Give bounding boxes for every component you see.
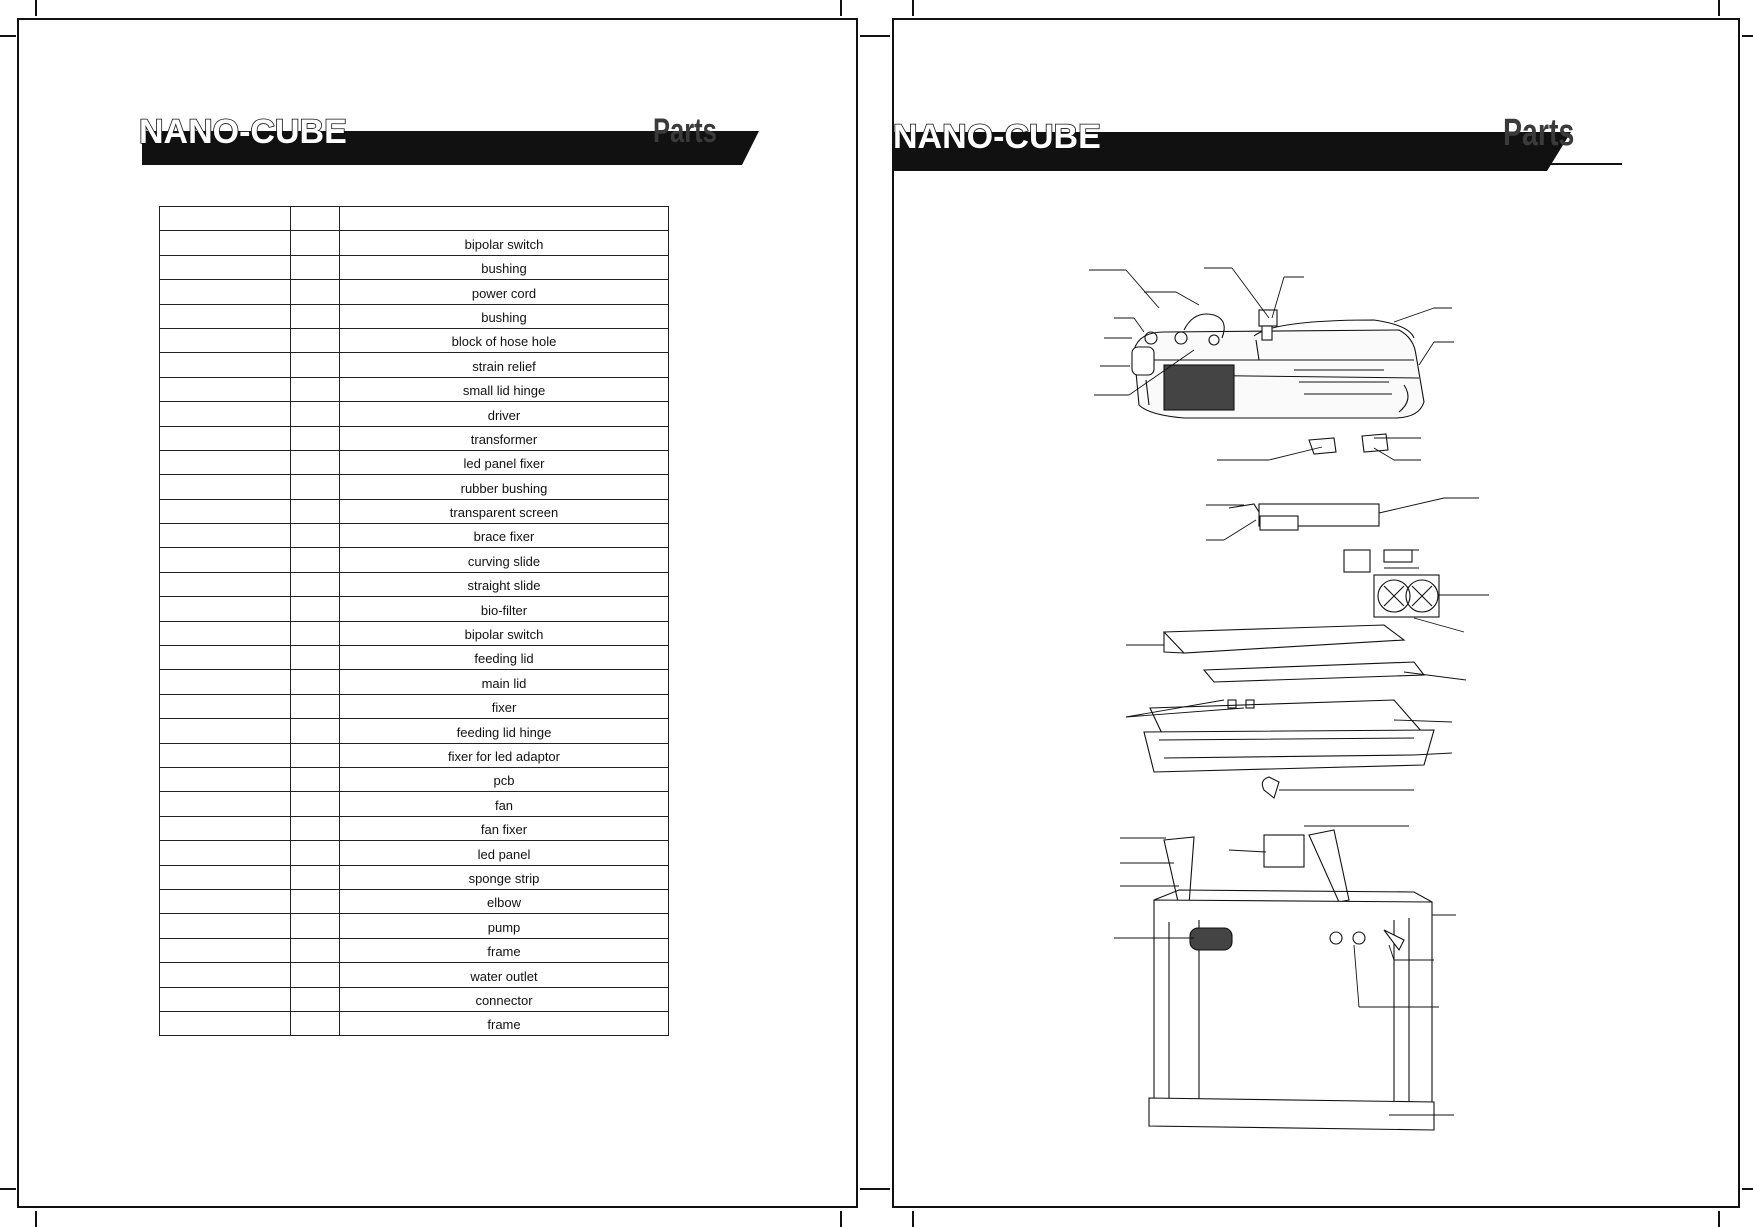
parts-qty-cell [291, 280, 340, 304]
parts-qty-cell [291, 670, 340, 694]
parts-number-cell [160, 524, 291, 548]
parts-name-cell: curving slide [340, 548, 669, 572]
crop-mark [840, 1211, 842, 1227]
brand-logo: NANO-CUBE [139, 113, 347, 151]
crop-mark [860, 35, 890, 37]
parts-number-cell [160, 816, 291, 840]
section-title: Parts [1503, 112, 1575, 154]
parts-name-cell: transparent screen [340, 499, 669, 523]
parts-name-cell: led panel [340, 841, 669, 865]
parts-qty-cell [291, 402, 340, 426]
parts-name-cell: straight slide [340, 572, 669, 596]
parts-number-cell [160, 328, 291, 352]
parts-qty-cell [291, 1011, 340, 1035]
parts-table-row [160, 889, 669, 913]
lid-assembly-drawing [1132, 310, 1424, 418]
parts-table-row [160, 719, 669, 743]
parts-qty-cell [291, 865, 340, 889]
parts-qty-cell [291, 524, 340, 548]
parts-name-cell: feeding lid hinge [340, 719, 669, 743]
parts-qty-cell [291, 914, 340, 938]
parts-name-cell: elbow [340, 889, 669, 913]
parts-number-cell [160, 597, 291, 621]
parts-name-cell: fan fixer [340, 816, 669, 840]
parts-qty-cell [291, 621, 340, 645]
parts-qty-cell [291, 646, 340, 670]
exploded-diagram-page [892, 18, 1740, 1208]
parts-table-row [160, 621, 669, 645]
parts-table-row [160, 963, 669, 987]
parts-number-cell [160, 548, 291, 572]
parts-qty-cell [291, 304, 340, 328]
hinges-drawing [1309, 434, 1388, 454]
parts-qty-cell [291, 841, 340, 865]
crop-mark [912, 1211, 914, 1227]
parts-table-row [160, 524, 669, 548]
parts-table-row [160, 914, 669, 938]
parts-name-cell: strain relief [340, 353, 669, 377]
driver-transformer-drawing [1229, 504, 1412, 572]
parts-table-row [160, 377, 669, 401]
parts-qty-cell [291, 353, 340, 377]
parts-name-cell: power cord [340, 280, 669, 304]
parts-number-cell [160, 1011, 291, 1035]
parts-table-row [160, 597, 669, 621]
parts-number-cell [160, 572, 291, 596]
parts-number-cell [160, 841, 291, 865]
parts-name-cell: driver [340, 402, 669, 426]
parts-table [159, 206, 669, 1036]
parts-name-cell: brace fixer [340, 524, 669, 548]
parts-qty-cell [291, 987, 340, 1011]
main-lid-drawing [1144, 700, 1434, 772]
parts-qty-cell [291, 938, 340, 962]
parts-number-cell [160, 207, 291, 231]
parts-number-cell [160, 719, 291, 743]
parts-name-cell: water outlet [340, 963, 669, 987]
parts-name-cell: bio-filter [340, 597, 669, 621]
parts-name-cell: fixer [340, 694, 669, 718]
parts-table-row [160, 1011, 669, 1035]
parts-qty-cell [291, 255, 340, 279]
parts-name-cell: sponge strip [340, 865, 669, 889]
parts-number-cell [160, 280, 291, 304]
parts-name-cell: bushing [340, 255, 669, 279]
parts-number-cell [160, 353, 291, 377]
parts-qty-cell [291, 377, 340, 401]
parts-qty-cell [291, 597, 340, 621]
parts-name-cell: block of hose hole [340, 328, 669, 352]
parts-table-row [160, 816, 669, 840]
parts-qty-cell [291, 743, 340, 767]
parts-number-cell [160, 743, 291, 767]
parts-number-cell [160, 450, 291, 474]
parts-number-cell [160, 377, 291, 401]
brand-logo: NANO-CUBE [893, 118, 1101, 156]
crop-mark [840, 0, 842, 16]
parts-table-row [160, 670, 669, 694]
parts-name-cell: bushing [340, 304, 669, 328]
parts-number-cell [160, 694, 291, 718]
crop-mark [35, 1211, 37, 1227]
parts-table-row [160, 841, 669, 865]
parts-number-cell [160, 938, 291, 962]
parts-number-cell [160, 865, 291, 889]
parts-name-cell [340, 207, 669, 231]
crop-mark [1742, 1188, 1753, 1190]
parts-table-row [160, 231, 669, 255]
parts-qty-cell [291, 792, 340, 816]
parts-name-cell: fixer for led adaptor [340, 743, 669, 767]
section-title: Parts [653, 112, 717, 150]
parts-number-cell [160, 767, 291, 791]
parts-name-cell: main lid [340, 670, 669, 694]
exploded-parts-diagram [894, 20, 1740, 1208]
parts-table-row [160, 792, 669, 816]
tank-drawing [1149, 890, 1434, 1130]
parts-table-row [160, 865, 669, 889]
fan-drawing [1374, 575, 1439, 617]
parts-table-row [160, 987, 669, 1011]
parts-number-cell [160, 255, 291, 279]
parts-number-cell [160, 231, 291, 255]
parts-table-row [160, 743, 669, 767]
parts-number-cell [160, 621, 291, 645]
parts-table-row [160, 328, 669, 352]
parts-qty-cell [291, 719, 340, 743]
parts-qty-cell [291, 816, 340, 840]
parts-name-cell: bipolar switch [340, 231, 669, 255]
parts-table-row [160, 475, 669, 499]
parts-number-cell [160, 987, 291, 1011]
parts-name-cell: small lid hinge [340, 377, 669, 401]
crop-mark [1718, 0, 1720, 16]
crop-mark [35, 0, 37, 16]
parts-table-row [160, 353, 669, 377]
parts-qty-cell [291, 572, 340, 596]
parts-table-row [160, 548, 669, 572]
crop-mark [912, 0, 914, 16]
parts-qty-cell [291, 963, 340, 987]
parts-table-row [160, 767, 669, 791]
parts-qty-cell [291, 328, 340, 352]
parts-table-row [160, 499, 669, 523]
parts-number-cell [160, 426, 291, 450]
parts-name-cell: frame [340, 1011, 669, 1035]
parts-name-cell: connector [340, 987, 669, 1011]
parts-number-cell [160, 792, 291, 816]
parts-qty-cell [291, 450, 340, 474]
parts-qty-cell [291, 207, 340, 231]
parts-qty-cell [291, 548, 340, 572]
parts-number-cell [160, 304, 291, 328]
parts-name-cell: rubber bushing [340, 475, 669, 499]
parts-table-row [160, 938, 669, 962]
crop-mark [0, 1188, 16, 1190]
parts-qty-cell [291, 694, 340, 718]
crop-mark [1718, 1211, 1720, 1227]
parts-name-cell: bipolar switch [340, 621, 669, 645]
parts-number-cell [160, 889, 291, 913]
parts-table-row [160, 255, 669, 279]
parts-number-cell [160, 499, 291, 523]
parts-name-cell: frame [340, 938, 669, 962]
parts-number-cell [160, 914, 291, 938]
parts-name-cell: led panel fixer [340, 450, 669, 474]
parts-table-row [160, 402, 669, 426]
crop-mark [1742, 35, 1753, 37]
parts-table-row [160, 646, 669, 670]
parts-table-row [160, 694, 669, 718]
crop-mark [0, 35, 16, 37]
parts-table-row [160, 450, 669, 474]
parts-name-cell: pcb [340, 767, 669, 791]
parts-list-page [17, 18, 858, 1208]
parts-table-row [160, 304, 669, 328]
parts-table-row [160, 572, 669, 596]
parts-qty-cell [291, 475, 340, 499]
parts-qty-cell [291, 767, 340, 791]
parts-name-cell: transformer [340, 426, 669, 450]
header-rule [261, 158, 712, 160]
parts-name-cell: feeding lid [340, 646, 669, 670]
parts-number-cell [160, 646, 291, 670]
parts-table-row [160, 426, 669, 450]
parts-qty-cell [291, 889, 340, 913]
parts-name-cell: pump [340, 914, 669, 938]
pump-drawing [1164, 830, 1349, 906]
parts-number-cell [160, 402, 291, 426]
parts-qty-cell [291, 426, 340, 450]
crop-mark [860, 1188, 890, 1190]
led-panel-drawing [1164, 625, 1424, 682]
parts-qty-cell [291, 499, 340, 523]
parts-table-row [160, 280, 669, 304]
parts-name-cell: fan [340, 792, 669, 816]
parts-number-cell [160, 475, 291, 499]
parts-table-row [160, 207, 669, 231]
parts-number-cell [160, 670, 291, 694]
parts-qty-cell [291, 231, 340, 255]
parts-number-cell [160, 963, 291, 987]
